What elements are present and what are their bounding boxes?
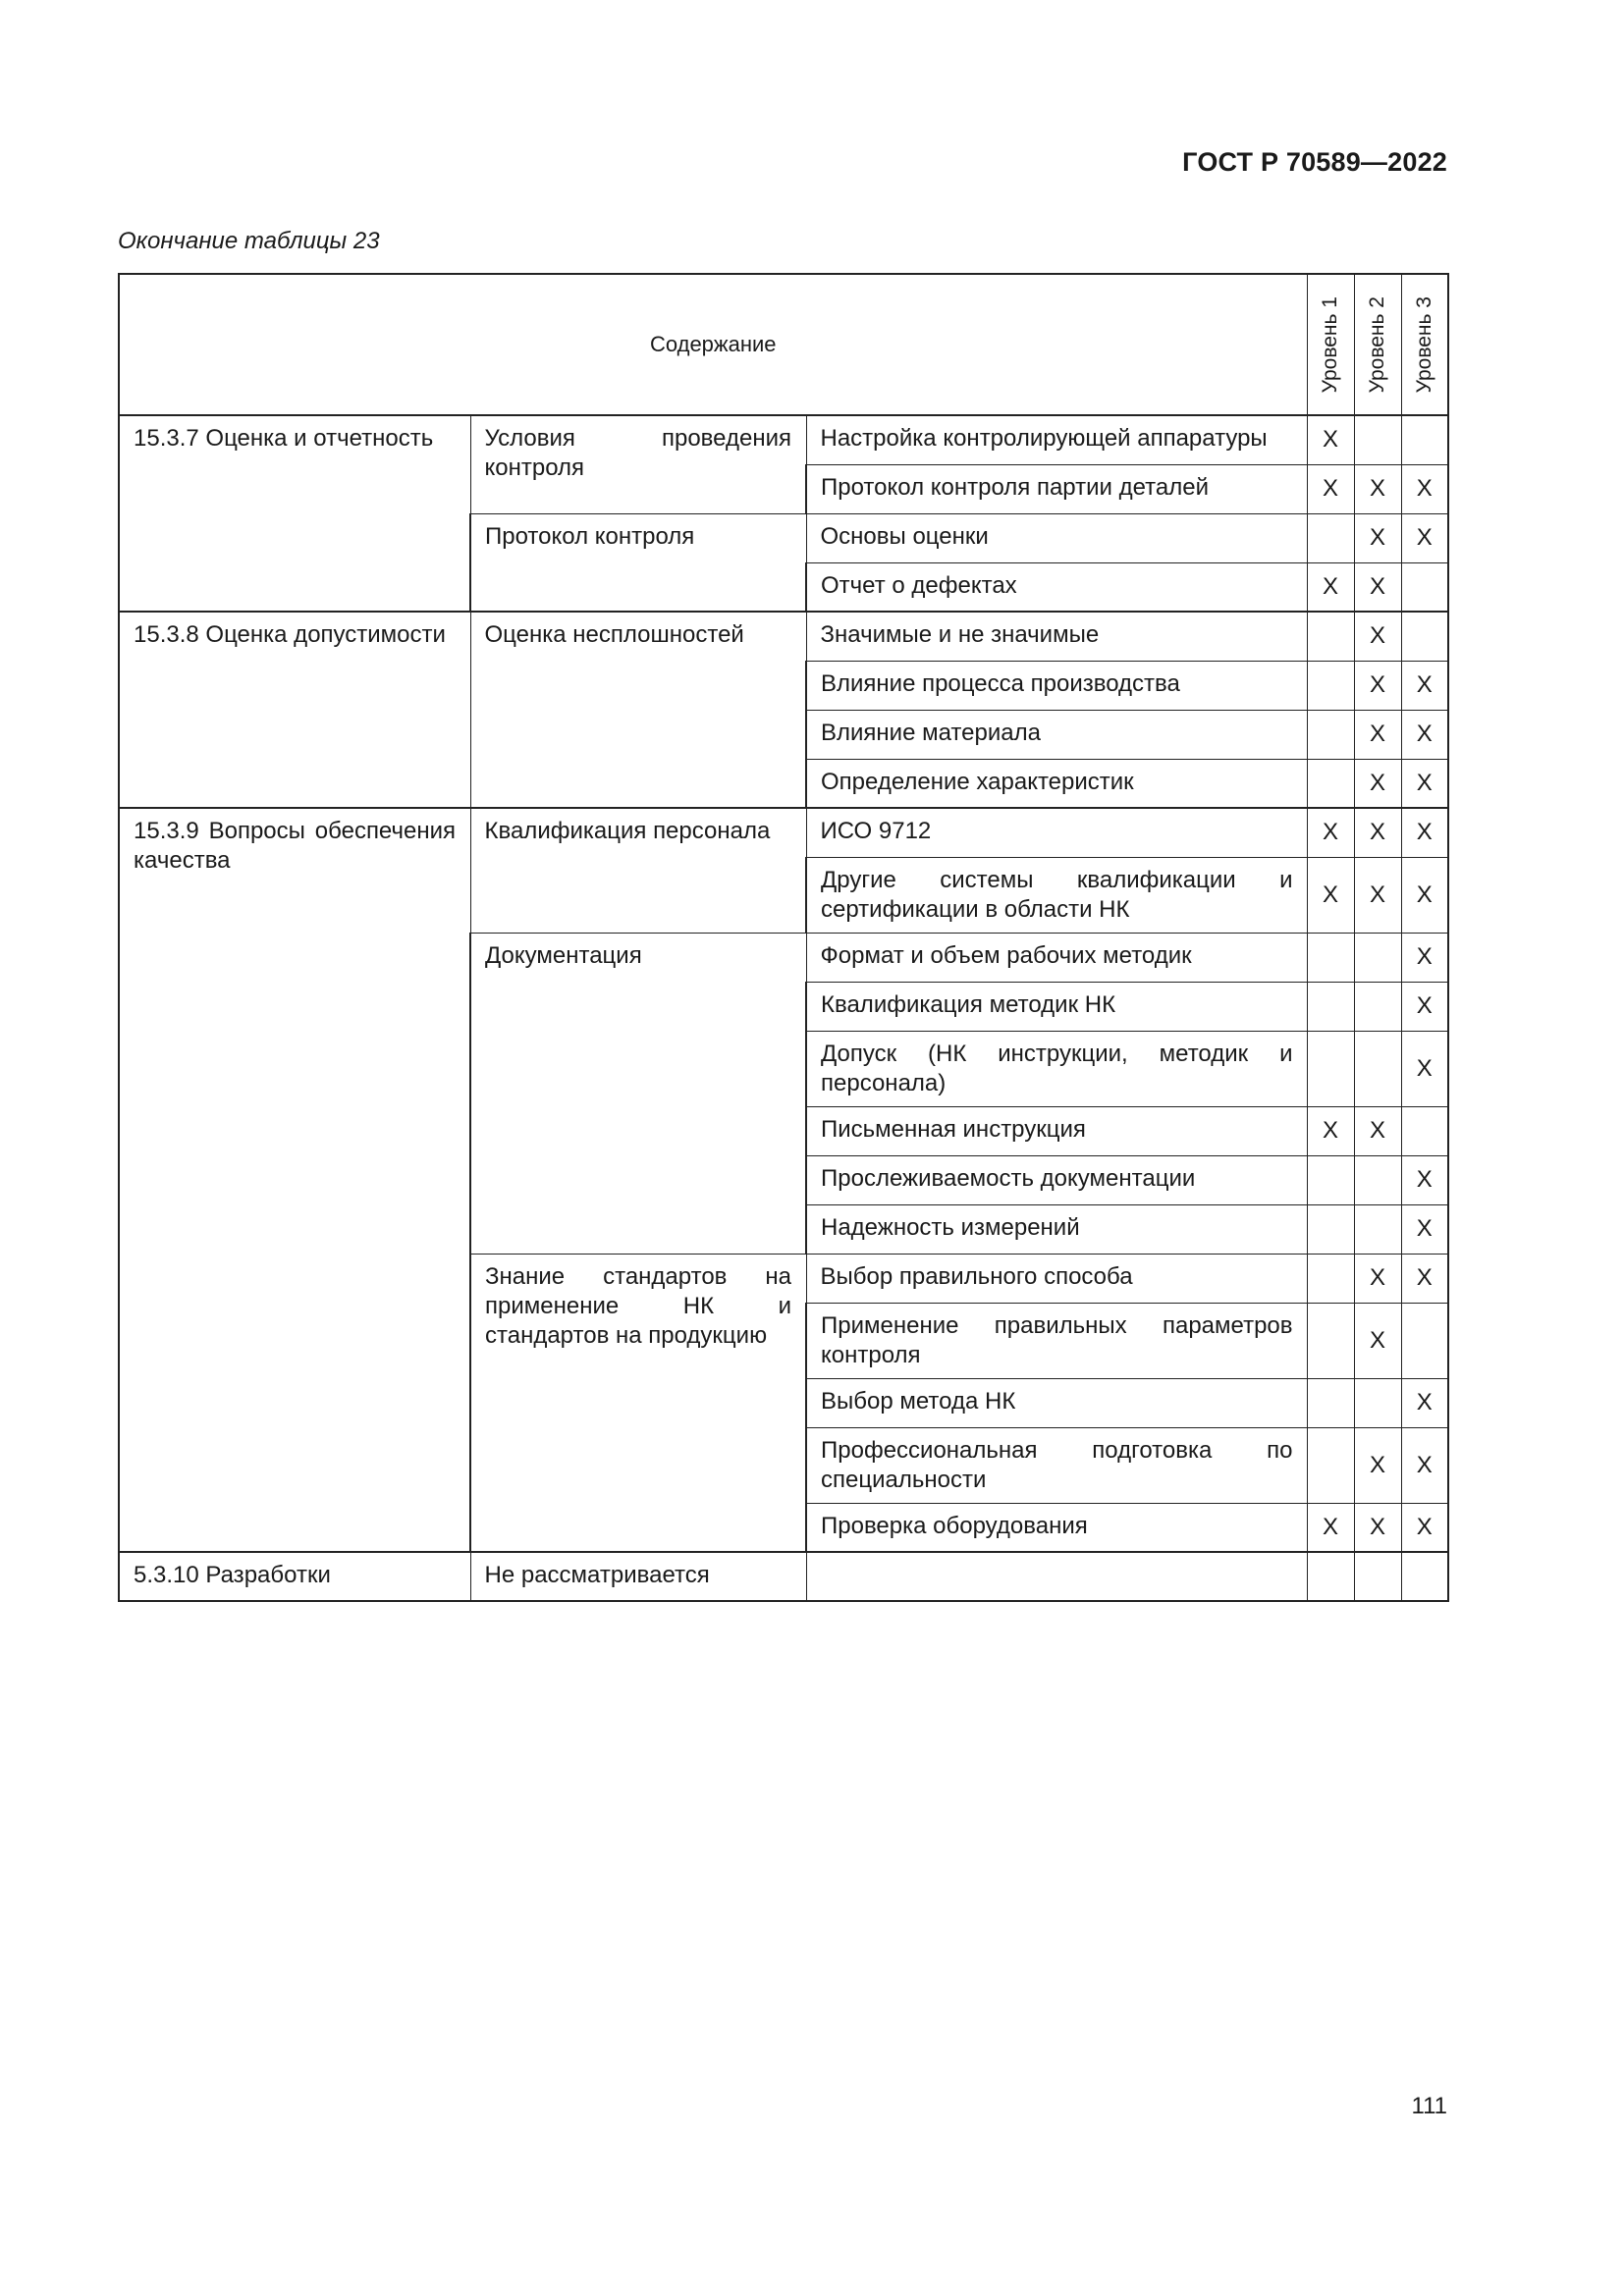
item-text: Влияние материала bbox=[806, 710, 1307, 759]
item-text: Выбор правильного способа bbox=[806, 1254, 1307, 1303]
level-1-mark bbox=[1307, 1378, 1354, 1427]
level-1-mark bbox=[1307, 1427, 1354, 1503]
level-3-mark: Х bbox=[1401, 1503, 1448, 1552]
group-label: Оценка несплошностей bbox=[470, 612, 806, 808]
requirements-table bbox=[118, 273, 1449, 1602]
header-level-3 bbox=[1401, 274, 1448, 415]
level-3-mark: Х bbox=[1401, 982, 1448, 1031]
level-3-mark: Х bbox=[1401, 759, 1448, 808]
level-3-mark: Х bbox=[1401, 933, 1448, 982]
header-level-2 bbox=[1354, 274, 1401, 415]
level-3-mark: Х bbox=[1401, 1155, 1448, 1204]
item-text: Квалификация методик НК bbox=[806, 982, 1307, 1031]
level-2-mark bbox=[1354, 1204, 1401, 1254]
level-2-mark bbox=[1354, 982, 1401, 1031]
header-content: Содержание bbox=[119, 274, 1307, 415]
level-2-label: Уровень 2 bbox=[1366, 295, 1389, 394]
section-label: 5.3.10 Разработки bbox=[119, 1552, 470, 1601]
level-3-mark: Х bbox=[1401, 710, 1448, 759]
level-2-mark: Х bbox=[1354, 1254, 1401, 1303]
level-3-mark: Х bbox=[1401, 661, 1448, 710]
level-1-mark bbox=[1307, 1155, 1354, 1204]
table-body bbox=[119, 415, 1448, 1601]
level-3-mark: Х bbox=[1401, 1204, 1448, 1254]
level-2-mark: Х bbox=[1354, 1106, 1401, 1155]
level-1-mark: Х bbox=[1307, 1503, 1354, 1552]
level-2-mark: Х bbox=[1354, 464, 1401, 513]
item-text: Письменная инструкция bbox=[806, 1106, 1307, 1155]
level-3-mark: Х bbox=[1401, 513, 1448, 562]
table-caption: Окончание таблицы 23 bbox=[118, 228, 380, 254]
section-label: 15.3.8 Оценка допустимости bbox=[119, 612, 470, 808]
level-1-mark bbox=[1307, 1552, 1354, 1601]
item-text: ИСО 9712 bbox=[806, 808, 1307, 857]
level-1-mark bbox=[1307, 1303, 1354, 1378]
level-1-mark bbox=[1307, 1204, 1354, 1254]
level-3-mark bbox=[1401, 415, 1448, 464]
level-1-mark bbox=[1307, 982, 1354, 1031]
item-text: Формат и объем рабочих методик bbox=[806, 933, 1307, 982]
item-text: Настройка контролирующей аппаратуры bbox=[806, 415, 1307, 464]
section-label: 15.3.9 Вопросы обеспечения качества bbox=[119, 808, 470, 1552]
level-3-mark bbox=[1401, 1106, 1448, 1155]
section-label: 15.3.7 Оценка и отчетность bbox=[119, 415, 470, 612]
level-1-mark: Х bbox=[1307, 857, 1354, 933]
level-1-mark bbox=[1307, 513, 1354, 562]
level-2-mark bbox=[1354, 1031, 1401, 1106]
level-2-mark bbox=[1354, 933, 1401, 982]
table-row bbox=[119, 612, 1448, 661]
level-1-mark bbox=[1307, 1031, 1354, 1106]
group-label: Условия проведения контроля bbox=[470, 415, 806, 513]
page-number: 111 bbox=[1411, 2093, 1447, 2119]
group-label: Документация bbox=[470, 933, 806, 1254]
item-text: Другие системы квалификации и сертификации в области НК bbox=[806, 857, 1307, 933]
level-3-mark: Х bbox=[1401, 1031, 1448, 1106]
level-2-mark: Х bbox=[1354, 857, 1401, 933]
level-2-mark: Х bbox=[1354, 661, 1401, 710]
level-1-mark: Х bbox=[1307, 464, 1354, 513]
level-3-mark: Х bbox=[1401, 1254, 1448, 1303]
level-3-mark: Х bbox=[1401, 464, 1448, 513]
group-label: Квалификация персонала bbox=[470, 808, 806, 933]
group-label: Знание стандартов на применение НК и стандартов на продукцию bbox=[470, 1254, 806, 1552]
table-header-row bbox=[119, 274, 1448, 415]
item-text: Допуск (НК инструкции, методик и персонала) bbox=[806, 1031, 1307, 1106]
level-1-mark bbox=[1307, 612, 1354, 661]
level-2-mark bbox=[1354, 1552, 1401, 1601]
level-1-mark bbox=[1307, 661, 1354, 710]
document-code: ГОСТ Р 70589—2022 bbox=[1182, 147, 1447, 177]
item-text: Протокол контроля партии деталей bbox=[806, 464, 1307, 513]
item-text: Значимые и не значимые bbox=[806, 612, 1307, 661]
level-1-mark bbox=[1307, 933, 1354, 982]
level-2-mark bbox=[1354, 1378, 1401, 1427]
table-row bbox=[119, 415, 1448, 464]
level-1-mark: Х bbox=[1307, 1106, 1354, 1155]
level-2-mark: Х bbox=[1354, 562, 1401, 612]
level-2-mark: Х bbox=[1354, 710, 1401, 759]
level-2-mark bbox=[1354, 415, 1401, 464]
level-3-mark: Х bbox=[1401, 808, 1448, 857]
header-level-1 bbox=[1307, 274, 1354, 415]
item-text: Основы оценки bbox=[806, 513, 1307, 562]
item-text: Применение правильных параметров контроля bbox=[806, 1303, 1307, 1378]
level-1-mark bbox=[1307, 759, 1354, 808]
level-3-mark: Х bbox=[1401, 857, 1448, 933]
item-text: Прослеживаемость документации bbox=[806, 1155, 1307, 1204]
item-text: Влияние процесса производства bbox=[806, 661, 1307, 710]
item-text: Проверка оборудования bbox=[806, 1503, 1307, 1552]
level-1-mark bbox=[1307, 710, 1354, 759]
level-3-mark bbox=[1401, 612, 1448, 661]
level-1-mark: Х bbox=[1307, 562, 1354, 612]
level-3-mark bbox=[1401, 562, 1448, 612]
level-1-mark: Х bbox=[1307, 808, 1354, 857]
item-text: Определение характеристик bbox=[806, 759, 1307, 808]
level-2-mark: Х bbox=[1354, 1427, 1401, 1503]
level-2-mark: Х bbox=[1354, 1503, 1401, 1552]
level-1-mark: Х bbox=[1307, 415, 1354, 464]
level-2-mark bbox=[1354, 1155, 1401, 1204]
level-2-mark: Х bbox=[1354, 612, 1401, 661]
level-3-mark: Х bbox=[1401, 1427, 1448, 1503]
level-3-mark bbox=[1401, 1552, 1448, 1601]
table-row bbox=[119, 808, 1448, 857]
level-1-mark bbox=[1307, 1254, 1354, 1303]
level-2-mark: Х bbox=[1354, 759, 1401, 808]
item-text: Профессиональная подготовка по специальности bbox=[806, 1427, 1307, 1503]
group-label: Протокол контроля bbox=[470, 513, 806, 612]
level-3-mark bbox=[1401, 1303, 1448, 1378]
level-3-label: Уровень 3 bbox=[1412, 295, 1435, 394]
table-row bbox=[119, 1552, 1448, 1601]
item-text: Выбор метода НК bbox=[806, 1378, 1307, 1427]
item-text bbox=[806, 1552, 1307, 1601]
item-text: Отчет о дефектах bbox=[806, 562, 1307, 612]
level-1-label: Уровень 1 bbox=[1319, 295, 1342, 394]
level-2-mark: Х bbox=[1354, 1303, 1401, 1378]
level-2-mark: Х bbox=[1354, 808, 1401, 857]
item-text: Надежность измерений bbox=[806, 1204, 1307, 1254]
level-3-mark: Х bbox=[1401, 1378, 1448, 1427]
group-label: Не рассматривается bbox=[470, 1552, 806, 1601]
level-2-mark: Х bbox=[1354, 513, 1401, 562]
